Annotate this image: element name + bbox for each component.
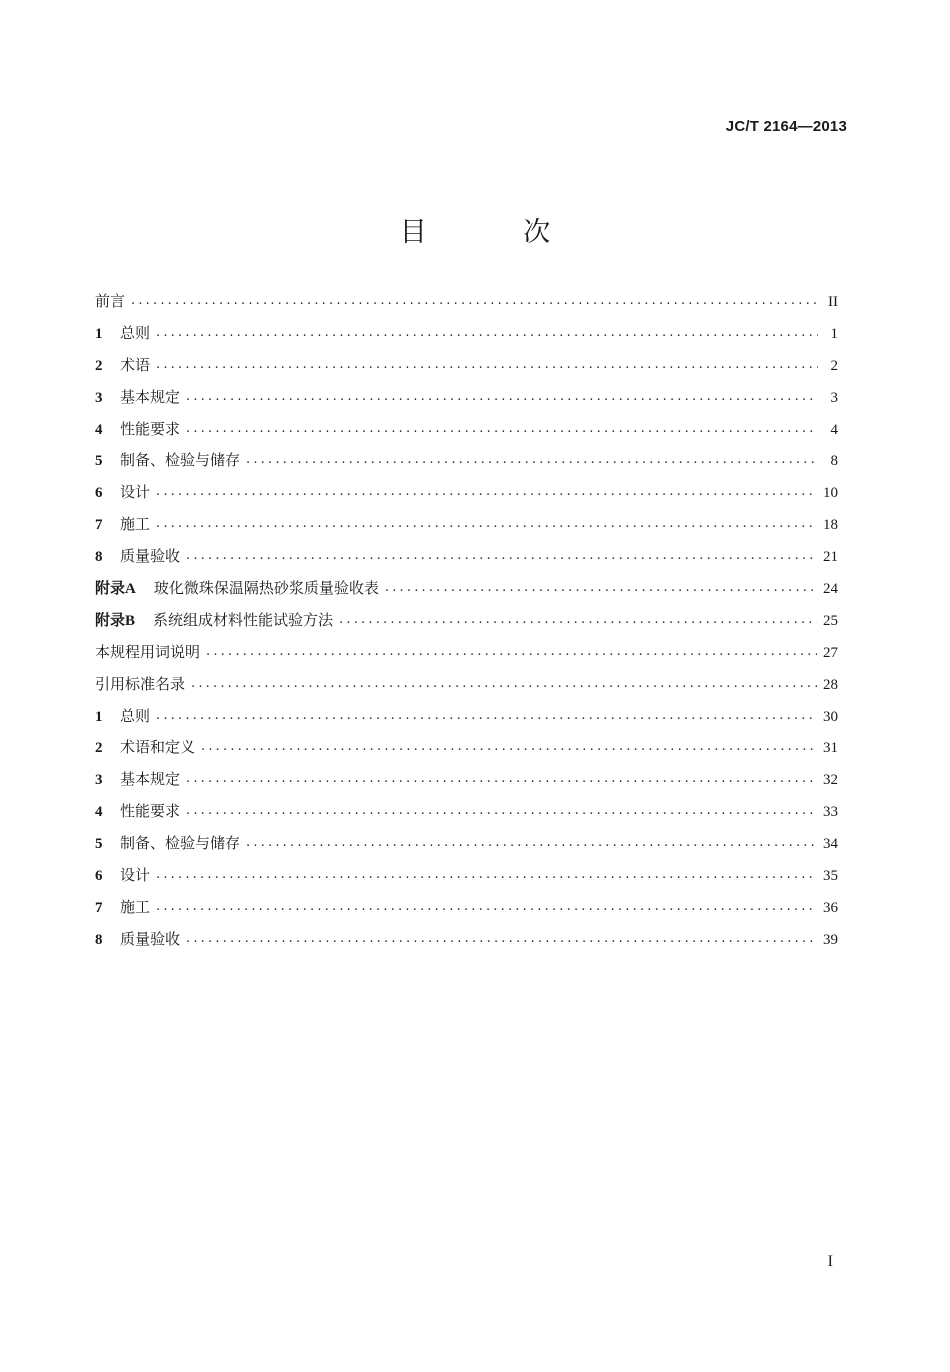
toc-entry-page: 33 [823, 804, 838, 821]
toc-entry-label: 术语和定义 [120, 738, 196, 757]
toc-entry[interactable] [95, 896, 838, 928]
toc-entry-page: II [828, 294, 838, 310]
toc-leader-dots [246, 452, 818, 467]
toc-entry-number: 3 [95, 389, 103, 406]
toc-entry-label: 制备、检验与储存 [120, 451, 241, 470]
toc-entry[interactable] [95, 322, 838, 354]
toc-entry-page: 1 [830, 325, 838, 342]
toc-entry[interactable] [95, 354, 838, 386]
toc-entry-label: 前言 [95, 292, 126, 310]
toc-entry-label: 基本规定 [120, 387, 181, 406]
toc-entry[interactable] [95, 864, 838, 896]
toc-entry[interactable] [95, 513, 838, 545]
toc-entry-number: 2 [95, 740, 103, 757]
toc-entry[interactable] [95, 800, 838, 832]
toc-entry-foreword[interactable] [95, 290, 838, 322]
toc-entry[interactable] [95, 386, 838, 418]
toc-leader-dots [186, 771, 817, 786]
toc-entry-label: 质量验收 [120, 547, 181, 566]
toc-entry-label: 基本规定 [120, 770, 181, 789]
toc-leader-dots [385, 580, 817, 595]
toc-entry-number: 6 [95, 868, 103, 885]
toc-entry-label: 施工 [120, 897, 151, 916]
toc-entry-label: 性能要求 [120, 419, 181, 438]
toc-entry-label: 总则 [120, 706, 151, 725]
toc-leader-dots [156, 484, 817, 499]
toc-entry[interactable] [95, 545, 838, 577]
toc-entry[interactable] [95, 705, 838, 737]
toc-entry-page: 27 [823, 644, 838, 661]
toc-leader-dots [156, 357, 818, 372]
toc-entry-number: 1 [95, 708, 103, 725]
toc-entry-label: 制备、检验与储存 [120, 834, 241, 853]
toc-entry-page: 25 [823, 612, 838, 629]
toc-entry-label: 设计 [120, 483, 151, 502]
toc-entry-page: 39 [823, 931, 838, 948]
toc-entry-appendix-b[interactable] [95, 609, 838, 641]
toc-entry-number: 8 [95, 549, 103, 566]
toc-leader-dots [156, 867, 817, 882]
toc-entry-page: 18 [823, 517, 838, 534]
toc-entry-page: 8 [830, 453, 838, 470]
toc-entry-page: 2 [830, 357, 838, 374]
toc-entry-label: 引用标准名录 [95, 674, 186, 693]
toc-leader-dots [156, 516, 817, 531]
toc-entry-number: 7 [95, 517, 103, 534]
toc-entry-label: 性能要求 [120, 802, 181, 821]
toc-entry-label: 设计 [120, 866, 151, 885]
toc-entry[interactable] [95, 449, 838, 481]
toc-entry-page: 34 [823, 836, 838, 853]
toc-entry-label: 施工 [120, 515, 151, 534]
page-title: 目 次 [399, 217, 595, 248]
toc-entry-number: 4 [95, 804, 103, 821]
toc-entry-wording-notes[interactable] [95, 641, 838, 673]
toc-entry-number: 8 [95, 931, 103, 948]
toc-entry-page: 10 [823, 485, 838, 502]
toc-entry[interactable] [95, 832, 838, 864]
toc-leader-dots [246, 835, 817, 850]
standard-code: JC/T 2164—2013 [725, 118, 847, 135]
toc-leader-dots [131, 293, 818, 308]
toc-entry-label: 系统组成材料性能试验方法 [153, 610, 334, 629]
toc-entry-page: 21 [823, 549, 838, 566]
toc-entry-page: 30 [823, 708, 838, 725]
toc-entry-number: 7 [95, 899, 103, 916]
toc-entry-page: 35 [823, 868, 838, 885]
toc-entry-number: 6 [95, 485, 103, 502]
toc-entry-page: 28 [823, 676, 838, 693]
toc-entry[interactable] [95, 736, 838, 768]
toc-entry-number: 1 [95, 325, 103, 342]
toc-leader-dots [186, 931, 817, 946]
toc-entry-page: 31 [823, 740, 838, 757]
toc-entry-appendix-a[interactable] [95, 577, 838, 609]
toc-leader-dots [186, 389, 818, 404]
toc-entry-label: 术语 [120, 355, 151, 374]
toc-entry-number: 附录A [95, 581, 136, 598]
toc-leader-dots [206, 644, 817, 659]
toc-entry-page: 24 [823, 581, 838, 598]
toc-entry-label: 总则 [120, 323, 151, 342]
page-number: I [827, 1253, 833, 1270]
toc-entry-label: 本规程用词说明 [95, 642, 201, 661]
toc-leader-dots [186, 548, 817, 563]
toc-leader-dots [156, 708, 817, 723]
toc-leader-dots [191, 676, 817, 691]
toc-entry[interactable] [95, 481, 838, 513]
toc-entry-number: 4 [95, 421, 103, 438]
toc-leader-dots [339, 612, 817, 627]
toc-entry[interactable] [95, 768, 838, 800]
toc-entry-page: 3 [830, 389, 838, 406]
toc-leader-dots [156, 325, 818, 340]
toc-leader-dots [201, 739, 817, 754]
toc-entry[interactable] [95, 928, 838, 960]
toc-entry[interactable] [95, 418, 838, 450]
toc-entry-page: 32 [823, 772, 838, 789]
toc-entry-referenced-standards[interactable] [95, 673, 838, 705]
toc-entry-number: 3 [95, 772, 103, 789]
toc-entry-label: 玻化微珠保温隔热砂浆质量验收表 [153, 579, 379, 598]
toc-entry-number: 2 [95, 357, 103, 374]
toc-entry-number: 附录B [95, 612, 136, 629]
toc-leader-dots [186, 803, 817, 818]
toc-entry-label: 质量验收 [120, 929, 181, 948]
toc-entry-number: 5 [95, 453, 103, 470]
table-of-contents [95, 290, 838, 960]
toc-entry-number: 5 [95, 836, 103, 853]
toc-entry-page: 4 [830, 421, 838, 438]
toc-leader-dots [186, 421, 818, 436]
toc-entry-page: 36 [823, 899, 838, 916]
toc-leader-dots [156, 899, 817, 914]
